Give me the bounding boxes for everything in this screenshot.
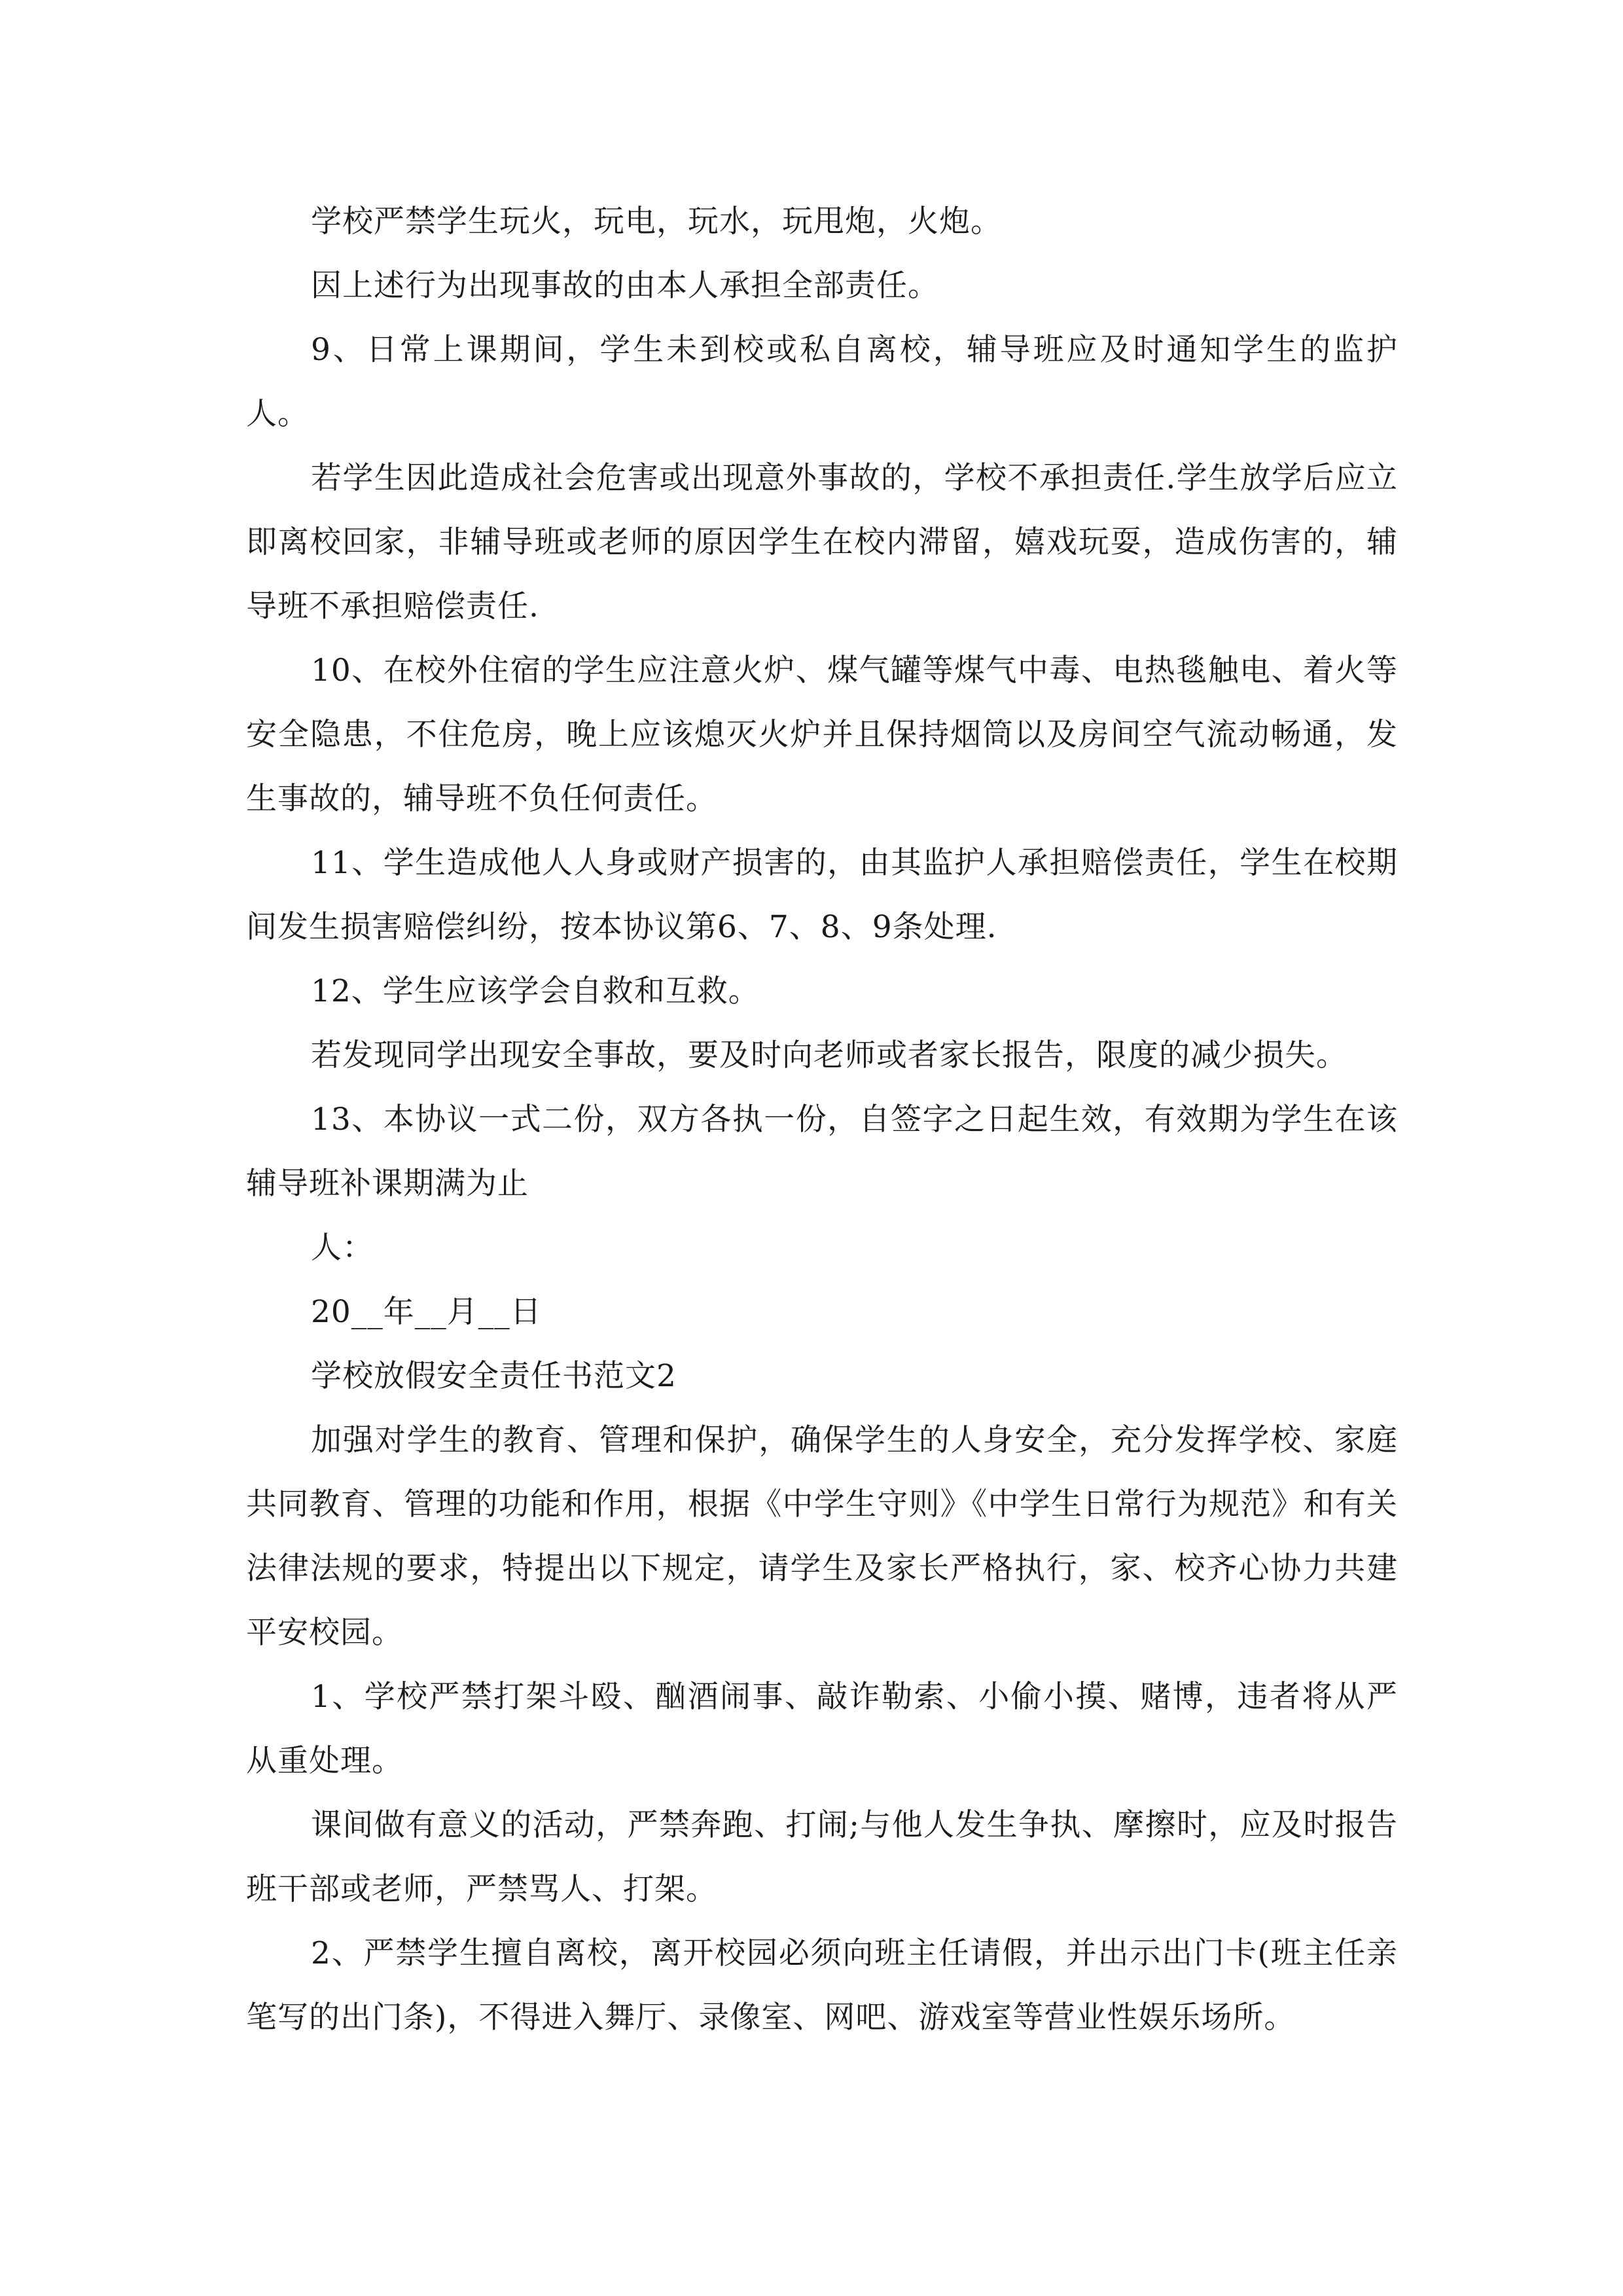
paragraph-3: 9、日常上课期间，学生未到校或私自离校，辅导班应及时通知学生的监护人。 [246,332,1398,432]
paragraph-15: 课间做有意义的活动，严禁奔跑、打闹;与他人发生争执、摩擦时，应及时报告班干部或老师，严禁骂人、打架。 [246,1807,1398,1907]
paragraph-9: 13、本协议一式二份，双方各执一份，自签字之日起生效，有效期为学生在该辅导班补课期满为止 [246,1102,1398,1202]
paragraph-13: 加强对学生的教育、管理和保护，确保学生的人身安全，充分发挥学校、家庭共同教育、管理的功能和作用，根据《中学生守则》《中学生日常行为规范》和有关法律法规的要求，特提出以下规定，请学生及家长严格执行，家、校齐心协力共建平安校园。 [246,1422,1398,1651]
paragraph-4: 若学生因此造成社会危害或出现意外事故的，学校不承担责任.学生放学后应立即离校回家，非辅导班或老师的原因学生在校内滞留，嬉戏玩耍，造成伤害的，辅导班不承担赔偿责任. [246,460,1398,624]
signature-line: 人： [311,1230,374,1266]
paragraph-5: 10、在校外住宿的学生应注意火炉、煤气罐等煤气中毒、电热毯触电、着火等安全隐患，不住危房，晚上应该熄灭火炉并且保持烟筒以及房间空气流动畅通，发生事故的，辅导班不负任何责任。 [246,653,1398,817]
paragraph-1: 学校严禁学生玩火，玩电，玩水，玩甩炮，火炮。 [311,204,1002,240]
document-body [246,190,1398,2050]
paragraph-16: 2、严禁学生擅自离校，离开校园必须向班主任请假，并出示出门卡(班主任亲笔写的出门条)，不得进入舞厅、录像室、网吧、游戏室等营业性娱乐场所。 [246,1935,1398,2036]
date-line: 20__年__月__日 [311,1294,542,1330]
paragraph-2: 因上述行为出现事故的由本人承担全部责任。 [311,268,939,304]
section-title: 学校放假安全责任书范文2 [311,1358,677,1394]
paragraph-6: 11、学生造成他人人身或财产损害的，由其监护人承担赔偿责任，学生在校期间发生损害赔偿纠纷，按本协议第6、7、8、9条处理. [246,845,1398,945]
paragraph-8: 若发现同学出现安全事故，要及时向老师或者家长报告，限度的减少损失。 [311,1037,1347,1073]
paragraph-7: 12、学生应该学会自救和互救。 [311,973,760,1009]
paragraph-14: 1、学校严禁打架斗殴、酗酒闹事、敲诈勒索、小偷小摸、赌博，违者将从严从重处理。 [246,1679,1398,1779]
